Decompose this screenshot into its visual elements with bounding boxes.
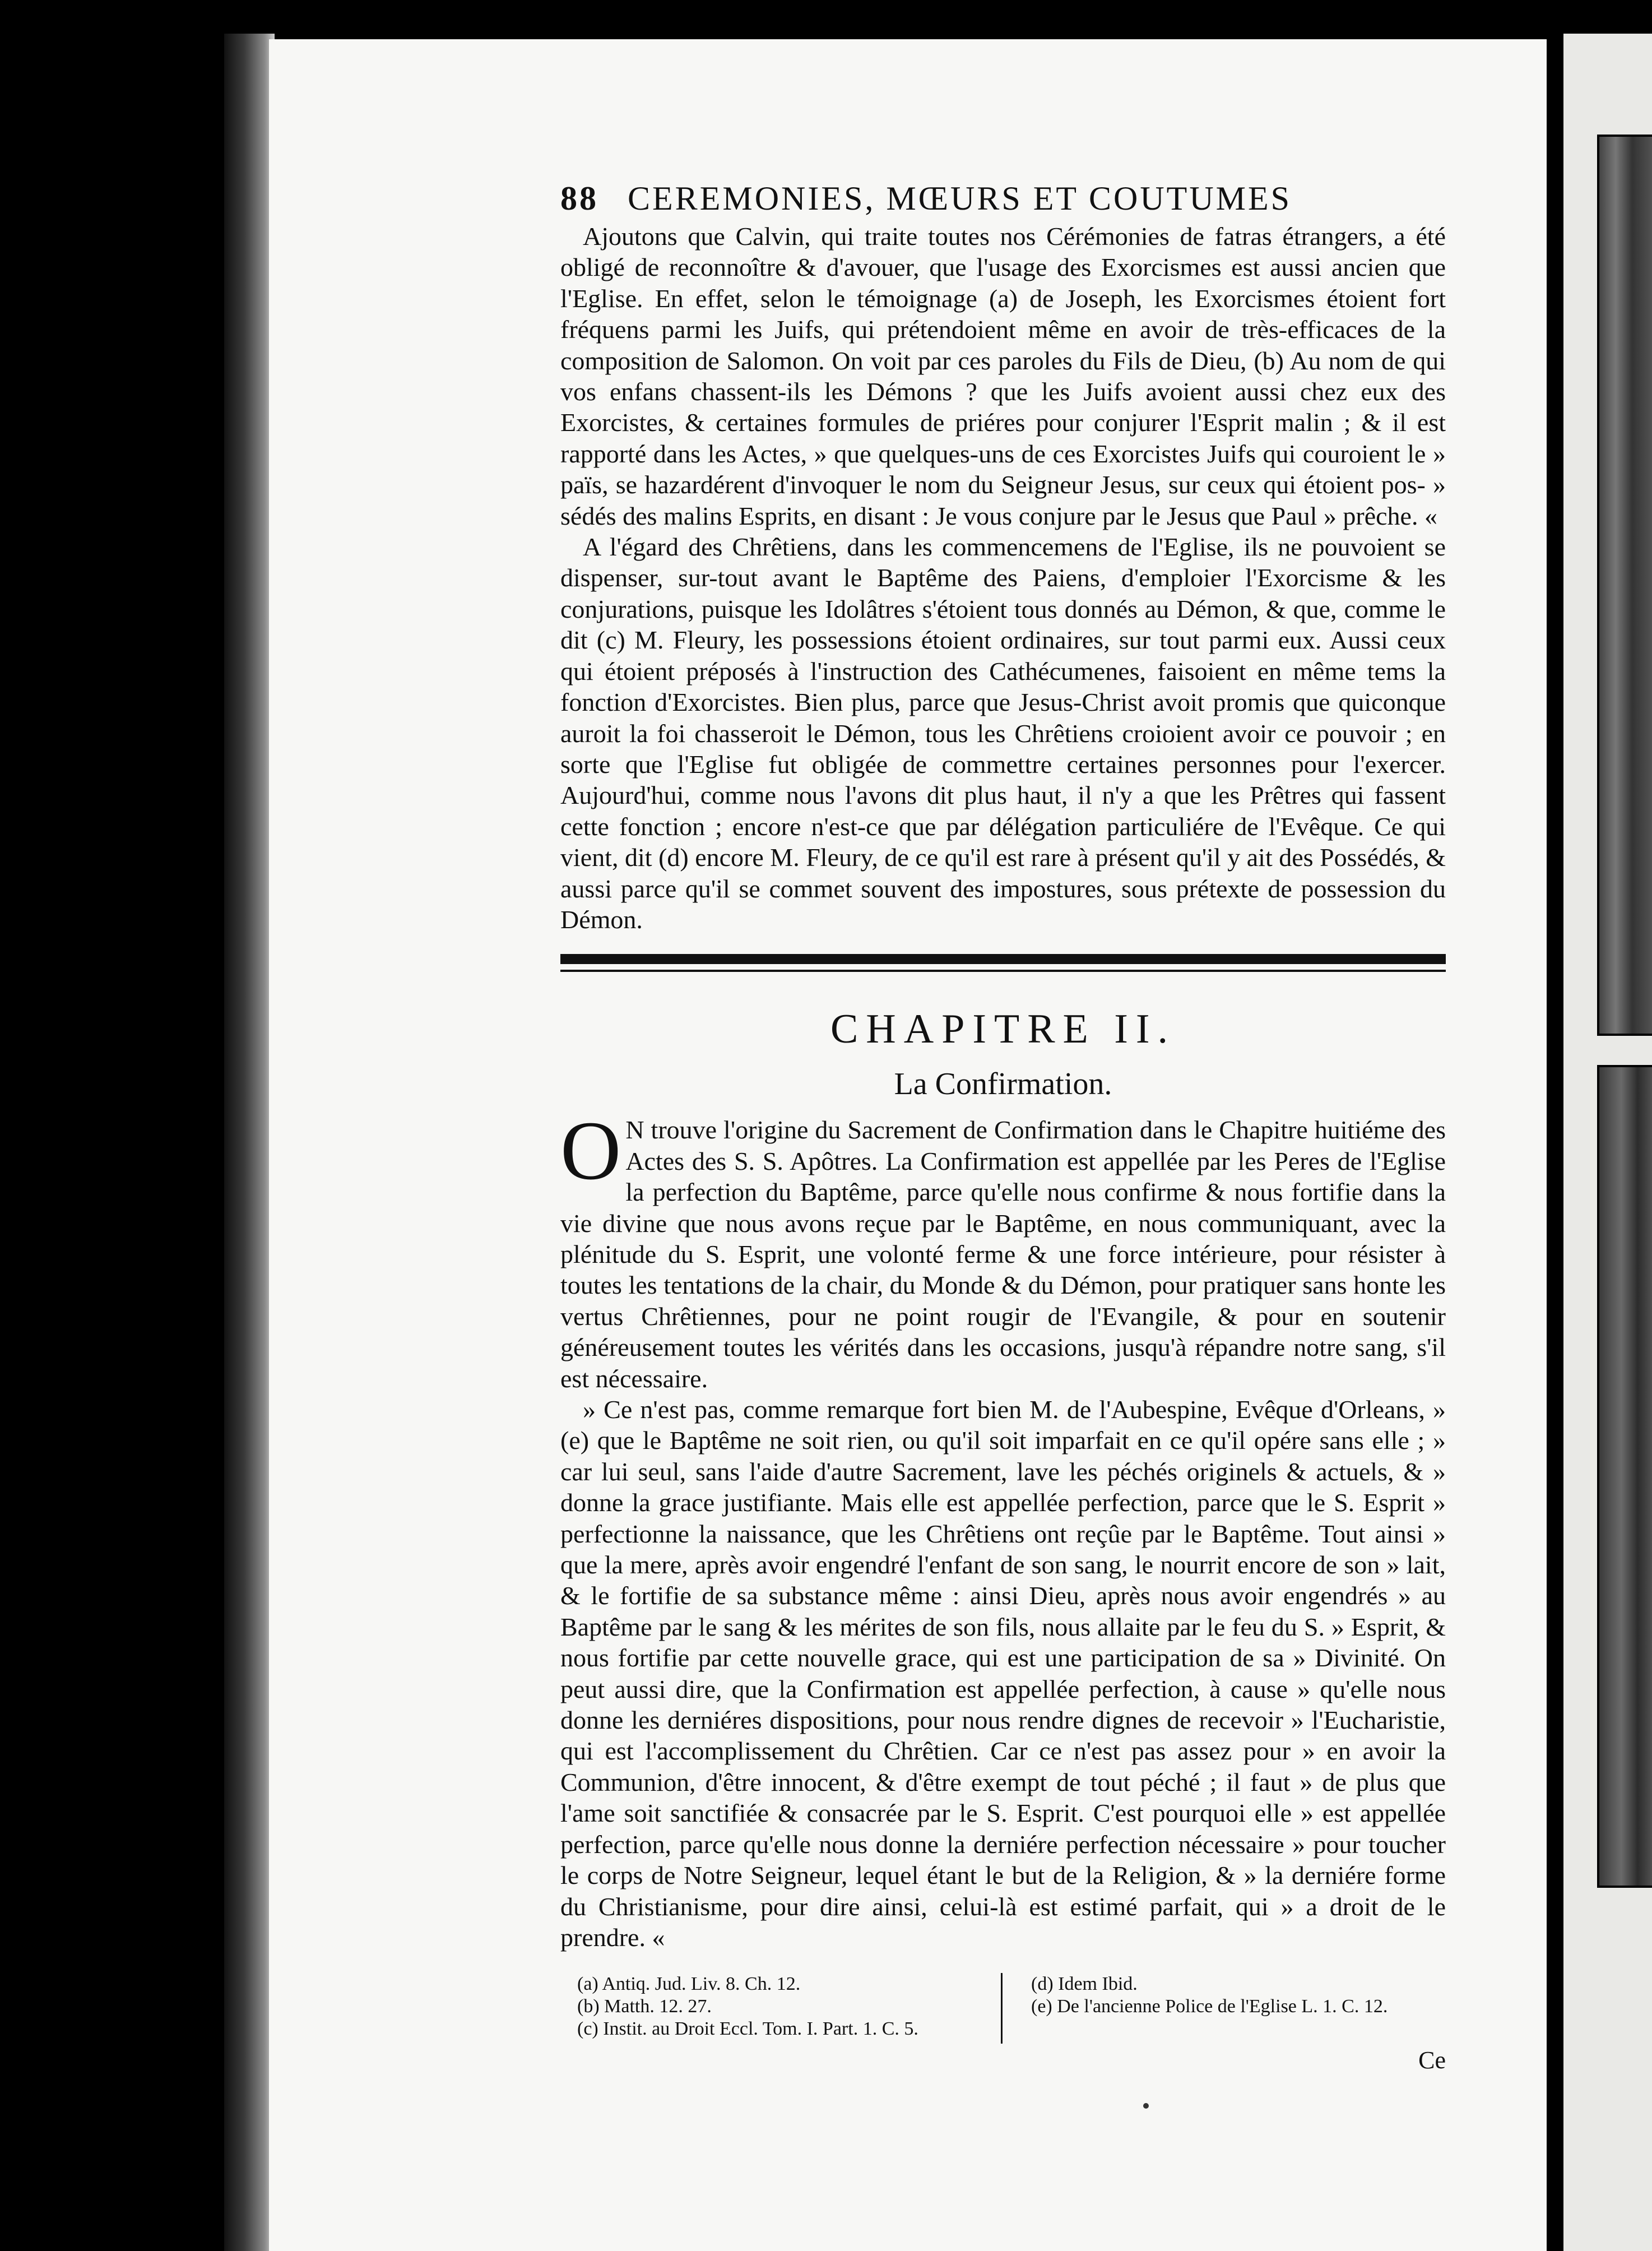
body-text-chapter bbox=[560, 1104, 1446, 1953]
catchword: Ce bbox=[1418, 2046, 1446, 2074]
chapter-divider-thick bbox=[560, 954, 1446, 964]
page-number: 88 bbox=[560, 180, 598, 217]
footnote: (e) De l'ancienne Police de l'Eglise L. 1. C. 12. bbox=[1031, 1996, 1388, 2017]
engraving-plate-bottom bbox=[1597, 1065, 1652, 1888]
footnote: (a) Antiq. Jud. Liv. 8. Ch. 12. bbox=[577, 1974, 801, 1995]
book-gutter bbox=[224, 34, 275, 2251]
footnote-separator bbox=[1001, 1973, 1003, 2044]
body-text-top bbox=[560, 221, 1446, 935]
chapter-divider-thin bbox=[560, 970, 1446, 972]
engraving-plate-top bbox=[1597, 135, 1652, 1036]
paragraph-top-1: Ajoutons que Calvin, qui traite toutes nos Cérémonies de fatras étrangers, a été obligé de reconnoître & d'avouer, que l'usage des Exorcismes est aussi ancien que l'Eglise. En effet, selon le témoignage (a) de Joseph, les Exorcismes étoient fort fréquens parmi les Juifs, qui prétendoient même en avoir de très-efficaces de la composition de Salomon. On voit par ces paroles du Fils de Dieu, (b) Au nom de qui vos enfans chassent-ils les Démons ? que les Juifs avoient aussi chez eux des Exorcistes, & certaines formules de priéres pour conjurer l'Esprit malin ; & il est rapporté dans les Actes, » que quelques-uns de ces Exorcistes Juifs qui couroient le » païs, se hazardérent d'invoquer le nom du Seigneur Jesus, sur ceux qui étoient pos- » sédés des malins Esprits, en disant : Je vous conjure par le Jesus que Paul » prêche. « bbox=[560, 222, 1446, 530]
facing-page bbox=[1563, 34, 1652, 2251]
running-header bbox=[560, 179, 1446, 221]
footnotes-left bbox=[577, 1973, 997, 2040]
footnote: (b) Matth. 12. 27. bbox=[577, 1996, 712, 2017]
page-content bbox=[560, 179, 1446, 2079]
section-title: La Confirmation. bbox=[894, 1067, 1112, 1102]
running-title: CEREMONIES, MŒURS ET COUTUMES bbox=[628, 180, 1292, 217]
drop-cap: O bbox=[560, 1104, 621, 1198]
chapter-title: CHAPITRE II. bbox=[830, 1006, 1176, 1053]
footnotes-right bbox=[1031, 1973, 1446, 2018]
paragraph-top-2: A l'égard des Chrêtiens, dans les commencemens de l'Eglise, ils ne pouvoient se dispenser, sur-tout avant le Baptême des Paiens, d'emploier l'Exorcisme & les conjurations, puisque les Idolâtres s'étoient tous donnés au Démon, & que, comme le dit (c) M. Fleury, les possessions étoient ordinaires, sur tout parmi eux. Aussi ceux qui étoient préposés à l'instruction des Cathécumenes, faisoient en même tems la fonction d'Exorcistes. Bien plus, parce que Jesus-Christ avoit promis que quiconque auroit la foi chasseroit le Démon, tous les Chrêtiens croioient avoir ce pouvoir ; en sorte que l'Eglise fut obligée de commettre certaines personnes pour l'exercer. Aujourd'hui, comme nous l'avons dit plus haut, il n'y a que les Prêtres qui fassent cette fonction ; encore n'est-ce que par délégation particuliére de l'Evêque. Ce qui vient, dit (d) encore M. Fleury, de ce qu'il est rare à présent qu'il y ait des Possédés, & aussi parce qu'il se commet souvent des impostures, sous prétexte de possession du Démon. bbox=[560, 532, 1446, 934]
footnotes bbox=[560, 1973, 1446, 2046]
footnote: (d) Idem Ibid. bbox=[1031, 1974, 1138, 1995]
footnote: (c) Instit. au Droit Eccl. Tom. I. Part. 1. C. 5. bbox=[577, 2018, 918, 2040]
page-mark bbox=[1143, 2103, 1149, 2109]
paragraph-chapter-1: N trouve l'origine du Sacrement de Confirmation dans le Chapitre huitiéme des Actes des S. S. Apôtres. La Confirmation est appellée par les Peres de l'Eglise la perfection du Baptême, parce qu'elle nous confirme & nous fortifie dans la vie divine que nous avons reçue par le Baptême, en nous communiquant, avec la plénitude du S. Esprit, une volonté ferme & une force intérieure, pour résister à toutes les tentations de la chair, du Monde & du Démon, pour pratiquer sans honte les vertus Chrêtiennes, pour ne point rougir de l'Evangile, & pour en soutenir généreusement toutes les vérités dans les occasions, jusqu'à répandre notre sang, s'il est nécessaire. bbox=[560, 1115, 1446, 1393]
paragraph-chapter-2: » Ce n'est pas, comme remarque fort bien M. de l'Aubespine, Evêque d'Orleans, » (e) que le Baptême ne soit rien, ou qu'il soit imparfait en ce qu'il opére sans elle ; » car lui seul, sans l'aide d'autre Sacrement, lave les péchés originels & actuels, & » donne la grace justifiante. Mais elle est appellée perfection, parce que le S. Esprit » perfectionne la naissance, que les Chrêtiens ont reçûe par le Baptême. Tout ainsi » que la mere, après avoir engendré l'enfant de son sang, le nourrit encore de son » lait, & le fortifie de sa substance même : ainsi Dieu, après nous avoir engendrés » au Baptême par le sang & les mérites de son fils, nous allaite par le feu du S. » Esprit, & nous fortifie par cette nouvelle grace, qui est une participation de sa » Divinité. On peut aussi dire, que la Confirmation est appellée perfection, à cause » qu'elle nous donne les derniéres dispositions, pour nous rendre dignes de recevoir » l'Eucharistie, qui est l'accomplissement du Chrêtien. Car ce n'est pas assez pour » en avoir la Communion, d'être innocent, & d'être exempt de tout péché ; il faut » de plus que l'ame soit sanctifiée & consacrée par le S. Esprit. C'est pourquoi elle » est appellée perfection, parce qu'elle nous donne la derniére perfection nécessaire » pour toucher le corps de Notre Seigneur, lequel étant le but de la Religion, & » la derniére forme du Christianisme, pour dire ainsi, celui-là est estimé parfait, qui » a droit de le prendre. « bbox=[560, 1395, 1446, 1952]
